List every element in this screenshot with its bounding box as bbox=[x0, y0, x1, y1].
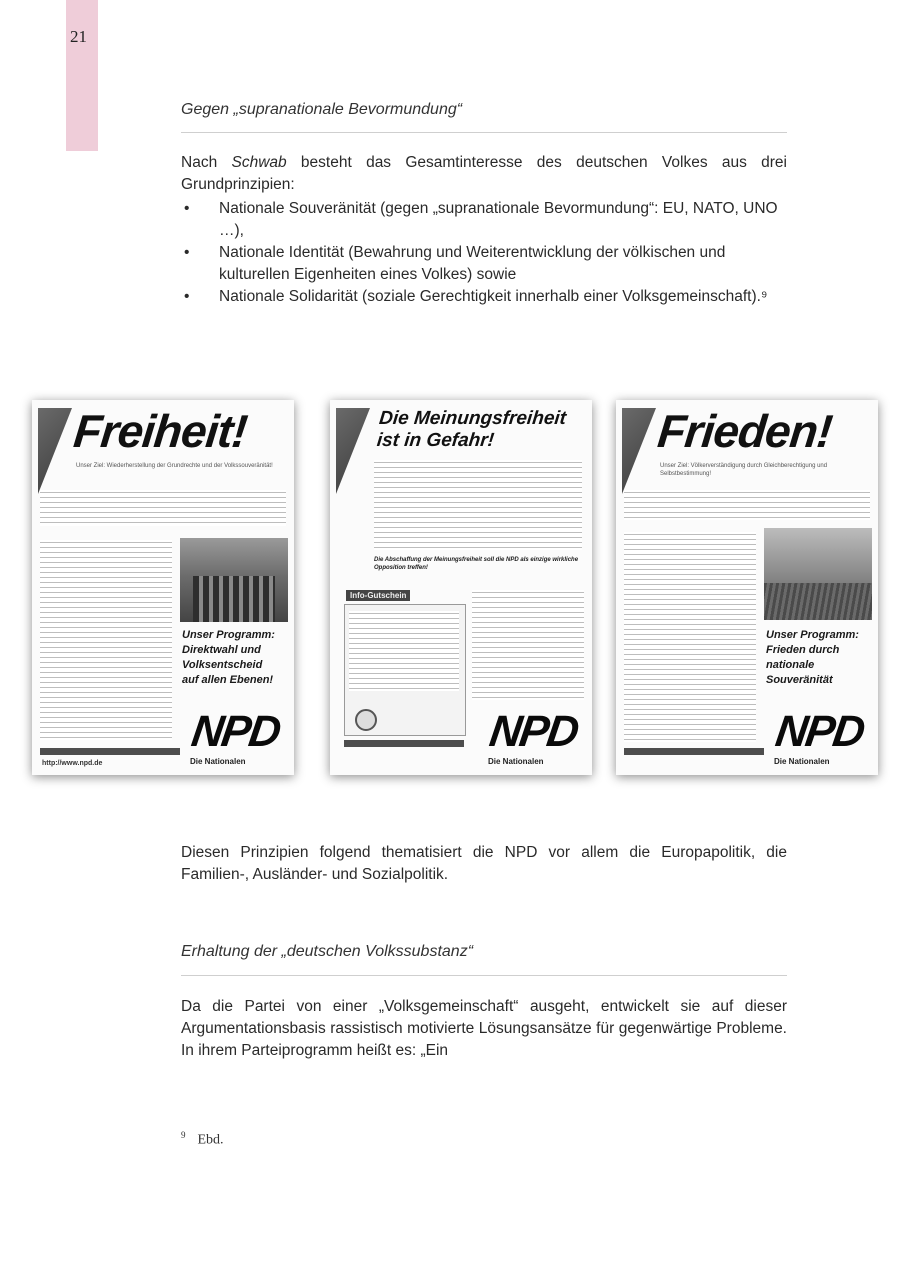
npd-tagline: Die Nationalen bbox=[774, 757, 830, 766]
flyer-title: Frieden! bbox=[655, 405, 835, 457]
section-heading-supranational: Gegen „supranationale Bevormundung“ bbox=[181, 101, 463, 118]
flyer-body-text bbox=[624, 532, 756, 742]
flyer-box-title: Info-Gutschein bbox=[346, 590, 410, 601]
flyer-badge-icon bbox=[355, 709, 377, 731]
flyer-body-text bbox=[374, 460, 582, 550]
npd-tagline: Die Nationalen bbox=[190, 757, 246, 766]
page-number: 21 bbox=[70, 27, 87, 46]
flyer-footer-bar bbox=[344, 740, 464, 747]
page-tab-marker bbox=[66, 0, 98, 151]
flyer-slogan: Unser Programm: Direktwahl und Volksentscheid auf allen Ebenen! bbox=[182, 629, 275, 686]
volkssubstanz-paragraph: Da die Partei von einer „Volksgemeinschaft“ ausgeht, entwickelt sie auf dieser Argumentationsbasis rassistisch motivierte Lösungsansätze für gegenwärtige Probleme. In ihrem Parteiprogramm heißt es: „Ein bbox=[181, 998, 787, 1059]
flyer-wedge-graphic bbox=[336, 408, 370, 494]
flyer-footer-bar bbox=[40, 748, 180, 755]
flyer-photo-reichstag bbox=[180, 538, 288, 622]
footnote-text: Ebd. bbox=[197, 1132, 224, 1148]
list-item bbox=[181, 242, 787, 286]
flyer-footer-bar bbox=[624, 748, 764, 755]
flyer-subtitle: Unser Ziel: Völkerverständigung durch Gleichberechtigung und Selbstbestimmung! bbox=[660, 463, 828, 477]
list-item-text: Nationale Solidarität (soziale Gerechtigkeit innerhalb einer Volksgemeinschaft).⁹ bbox=[219, 288, 768, 305]
bullet-icon: • bbox=[184, 288, 190, 305]
intro-text-post: besteht das Gesamtinteresse des deutschen Volkes aus drei Grundprinzipien: bbox=[181, 154, 787, 193]
list-item bbox=[181, 198, 787, 242]
list-item bbox=[181, 286, 787, 308]
flyer-meinungsfreiheit bbox=[330, 400, 592, 775]
flyer-body-text bbox=[624, 490, 870, 520]
flyer-body-text bbox=[40, 540, 172, 740]
npd-tagline: Die Nationalen bbox=[488, 757, 544, 766]
intro-author: Schwab bbox=[231, 154, 287, 171]
list-item-text: Nationale Souveränität (gegen „supranationale Bevormundung“: EU, NATO, UNO …), bbox=[219, 200, 778, 239]
flyer-teaser: Die Abschaffung der Meinungsfreiheit soll die NPD als einzige wirkliche Opposition treffen! bbox=[374, 557, 579, 571]
list-item-text: Nationale Identität (Bewahrung und Weiterentwicklung der völkischen und kulturellen Eigenheiten eines Volkes) sowie bbox=[219, 244, 726, 283]
heading-rule bbox=[181, 975, 787, 976]
flyer-freiheit bbox=[32, 400, 294, 775]
flyer-frieden bbox=[616, 400, 878, 775]
section-heading-volkssubstanz: Erhaltung der „deutschen Volkssubstanz“ bbox=[181, 943, 474, 960]
principles-list bbox=[181, 198, 787, 308]
flyer-wedge-graphic bbox=[38, 408, 72, 494]
heading-rule bbox=[181, 132, 787, 133]
flyer-coupon-form bbox=[344, 604, 466, 736]
flyer-wedge-graphic bbox=[622, 408, 656, 494]
bullet-icon: • bbox=[184, 200, 190, 217]
footnote-marker: 9 bbox=[181, 1130, 186, 1140]
intro-text-pre: Nach bbox=[181, 154, 232, 171]
flyer-subtitle: Unser Ziel: Wiederherstellung der Grundrechte und der Volkssouveränität! bbox=[76, 463, 273, 469]
npd-logo: NPD bbox=[486, 707, 581, 756]
flyer-url: http://www.npd.de bbox=[42, 760, 103, 767]
flyer-body-text bbox=[472, 590, 584, 700]
principles-paragraph: Diesen Prinzipien folgend thematisiert die NPD vor allem die Europapolitik, die Familien-, Ausländer- und Sozialpolitik. bbox=[181, 844, 787, 883]
flyer-photo-field bbox=[764, 528, 872, 620]
npd-logo: NPD bbox=[772, 707, 867, 756]
npd-logo: NPD bbox=[188, 707, 283, 756]
flyer-slogan: Unser Programm: Frieden durch nationale Souveränität bbox=[766, 629, 859, 686]
bullet-icon: • bbox=[184, 244, 190, 261]
intro-paragraph bbox=[181, 152, 787, 196]
flyer-title: Freiheit! bbox=[71, 405, 250, 457]
footnote bbox=[181, 1130, 224, 1149]
flyer-body-text bbox=[40, 490, 286, 526]
flyer-title: Die Meinungsfreiheit ist in Gefahr! bbox=[375, 408, 568, 451]
